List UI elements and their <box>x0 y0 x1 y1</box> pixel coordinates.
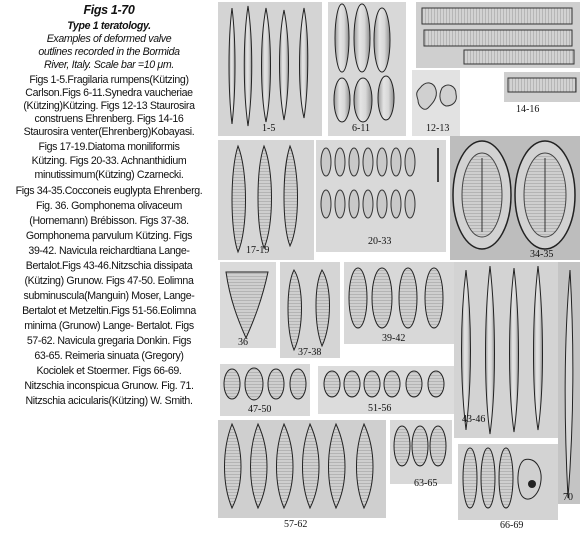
panel-6-11 <box>328 2 406 136</box>
caption-title: Figs 1-70 <box>83 3 135 17</box>
panel-label: 43-46 <box>462 414 486 425</box>
caption-line: construens Ehrenberg. Figs 14-16 <box>34 113 184 125</box>
panel-34-35 <box>450 136 580 260</box>
panel-label: 37-38 <box>298 347 322 358</box>
panel-label: 47-50 <box>248 404 272 415</box>
micrograph-plate-svg <box>218 0 580 534</box>
panel-label: 12-13 <box>426 123 450 134</box>
panel-12-13 <box>412 70 460 136</box>
panel-label: 63-65 <box>414 478 438 489</box>
figure-caption <box>0 0 218 534</box>
caption-line: (Hornemann) Brébisson. Figs 37-38. <box>29 215 189 227</box>
caption-line: Nitzschia acicularis(Kützing) W. Smith. <box>25 395 193 407</box>
panel-label: 20-33 <box>368 236 392 247</box>
caption-line: 57-62. Navicula gregaria Donkin. Figs <box>26 335 192 347</box>
panel-57-62 <box>218 420 386 530</box>
panel-1-5 <box>218 2 322 136</box>
caption-line: 39-42. Navicula reichardtiana Lange- <box>28 245 190 257</box>
caption-line: Bertalot et Metzeltin.Figs 51-56.Eolimna <box>22 305 196 317</box>
caption-line: minutissimum(Kützing) Czarnecki. <box>34 169 184 181</box>
panel-label: 17-19 <box>246 245 270 256</box>
panel-37-38 <box>280 262 340 358</box>
panel-label: 14-16 <box>516 104 540 115</box>
caption-line: Figs 34-35.Cocconeis euglypta Ehrenberg. <box>15 185 203 197</box>
caption-line: minima (Grunow) Lange- Bertalot. Figs <box>24 320 194 332</box>
panel-39-42 <box>344 262 456 344</box>
panel-label: 1-5 <box>262 123 276 134</box>
micrograph-plate <box>218 0 580 534</box>
caption-line: Nitzschia inconspicua Grunow. Fig. 71. <box>24 380 194 392</box>
caption-line: Figs 17-19.Diatoma moniliformis <box>38 141 180 153</box>
caption-line: Kützing. Figs 20-33. Achnanthidium <box>31 155 187 167</box>
caption-line: 63-65. Reimeria sinuata (Gregory) <box>34 350 184 362</box>
panel-label: 66-69 <box>500 520 524 531</box>
caption-line: subminuscula(Manguin) Moser, Lange- <box>23 290 195 302</box>
caption-line: Bertalot.Figs 43-46.Nitzschia dissipata <box>25 260 193 272</box>
panel-63-65 <box>390 420 452 489</box>
panel-70 <box>558 262 580 504</box>
panel-20-33 <box>316 140 446 252</box>
panel-47-50 <box>220 364 310 416</box>
panel-label: 57-62 <box>284 519 308 530</box>
panel-36 <box>220 262 276 348</box>
caption-line: Examples of deformed valve <box>46 33 172 45</box>
caption-line: outlines recorded in the Bormida <box>38 46 180 58</box>
panel-label: 36 <box>238 337 248 348</box>
caption-line: (Kützing)Kützing. Figs 12-13 Staurosira <box>23 100 195 112</box>
panel-label: 39-42 <box>382 333 406 344</box>
panel-label: 70 <box>563 492 573 503</box>
caption-line: Gomphonema parvulum Kützing. Figs <box>25 230 193 242</box>
panel-label: 34-35 <box>530 249 554 260</box>
panel-66-69 <box>458 444 558 531</box>
caption-line: River, Italy. Scale bar =10 μm. <box>44 59 174 71</box>
caption-line: Carlson.Figs 6-11.Synedra vaucheriae <box>25 87 193 99</box>
caption-line: Kociolek et Stoermer. Figs 66-69. <box>36 365 182 377</box>
caption-line: Type 1 teratology. <box>67 20 151 32</box>
caption-line: Figs 1-5.Fragilaria rumpens(Kützing) <box>29 74 189 86</box>
caption-line: (Kützing) Grunow. Figs 47-50. Eolimna <box>24 275 194 287</box>
panel-17-19 <box>218 140 314 260</box>
panel-51-56 <box>318 366 454 414</box>
caption-line: Staurosira venter(Ehrenberg)Kobayasi. <box>23 126 195 138</box>
panel-label: 6-11 <box>352 123 370 134</box>
panel-43-46 <box>454 262 558 438</box>
caption-line: Fig. 36. Gomphonema olivaceum <box>36 200 182 212</box>
panel-label: 51-56 <box>368 403 392 414</box>
